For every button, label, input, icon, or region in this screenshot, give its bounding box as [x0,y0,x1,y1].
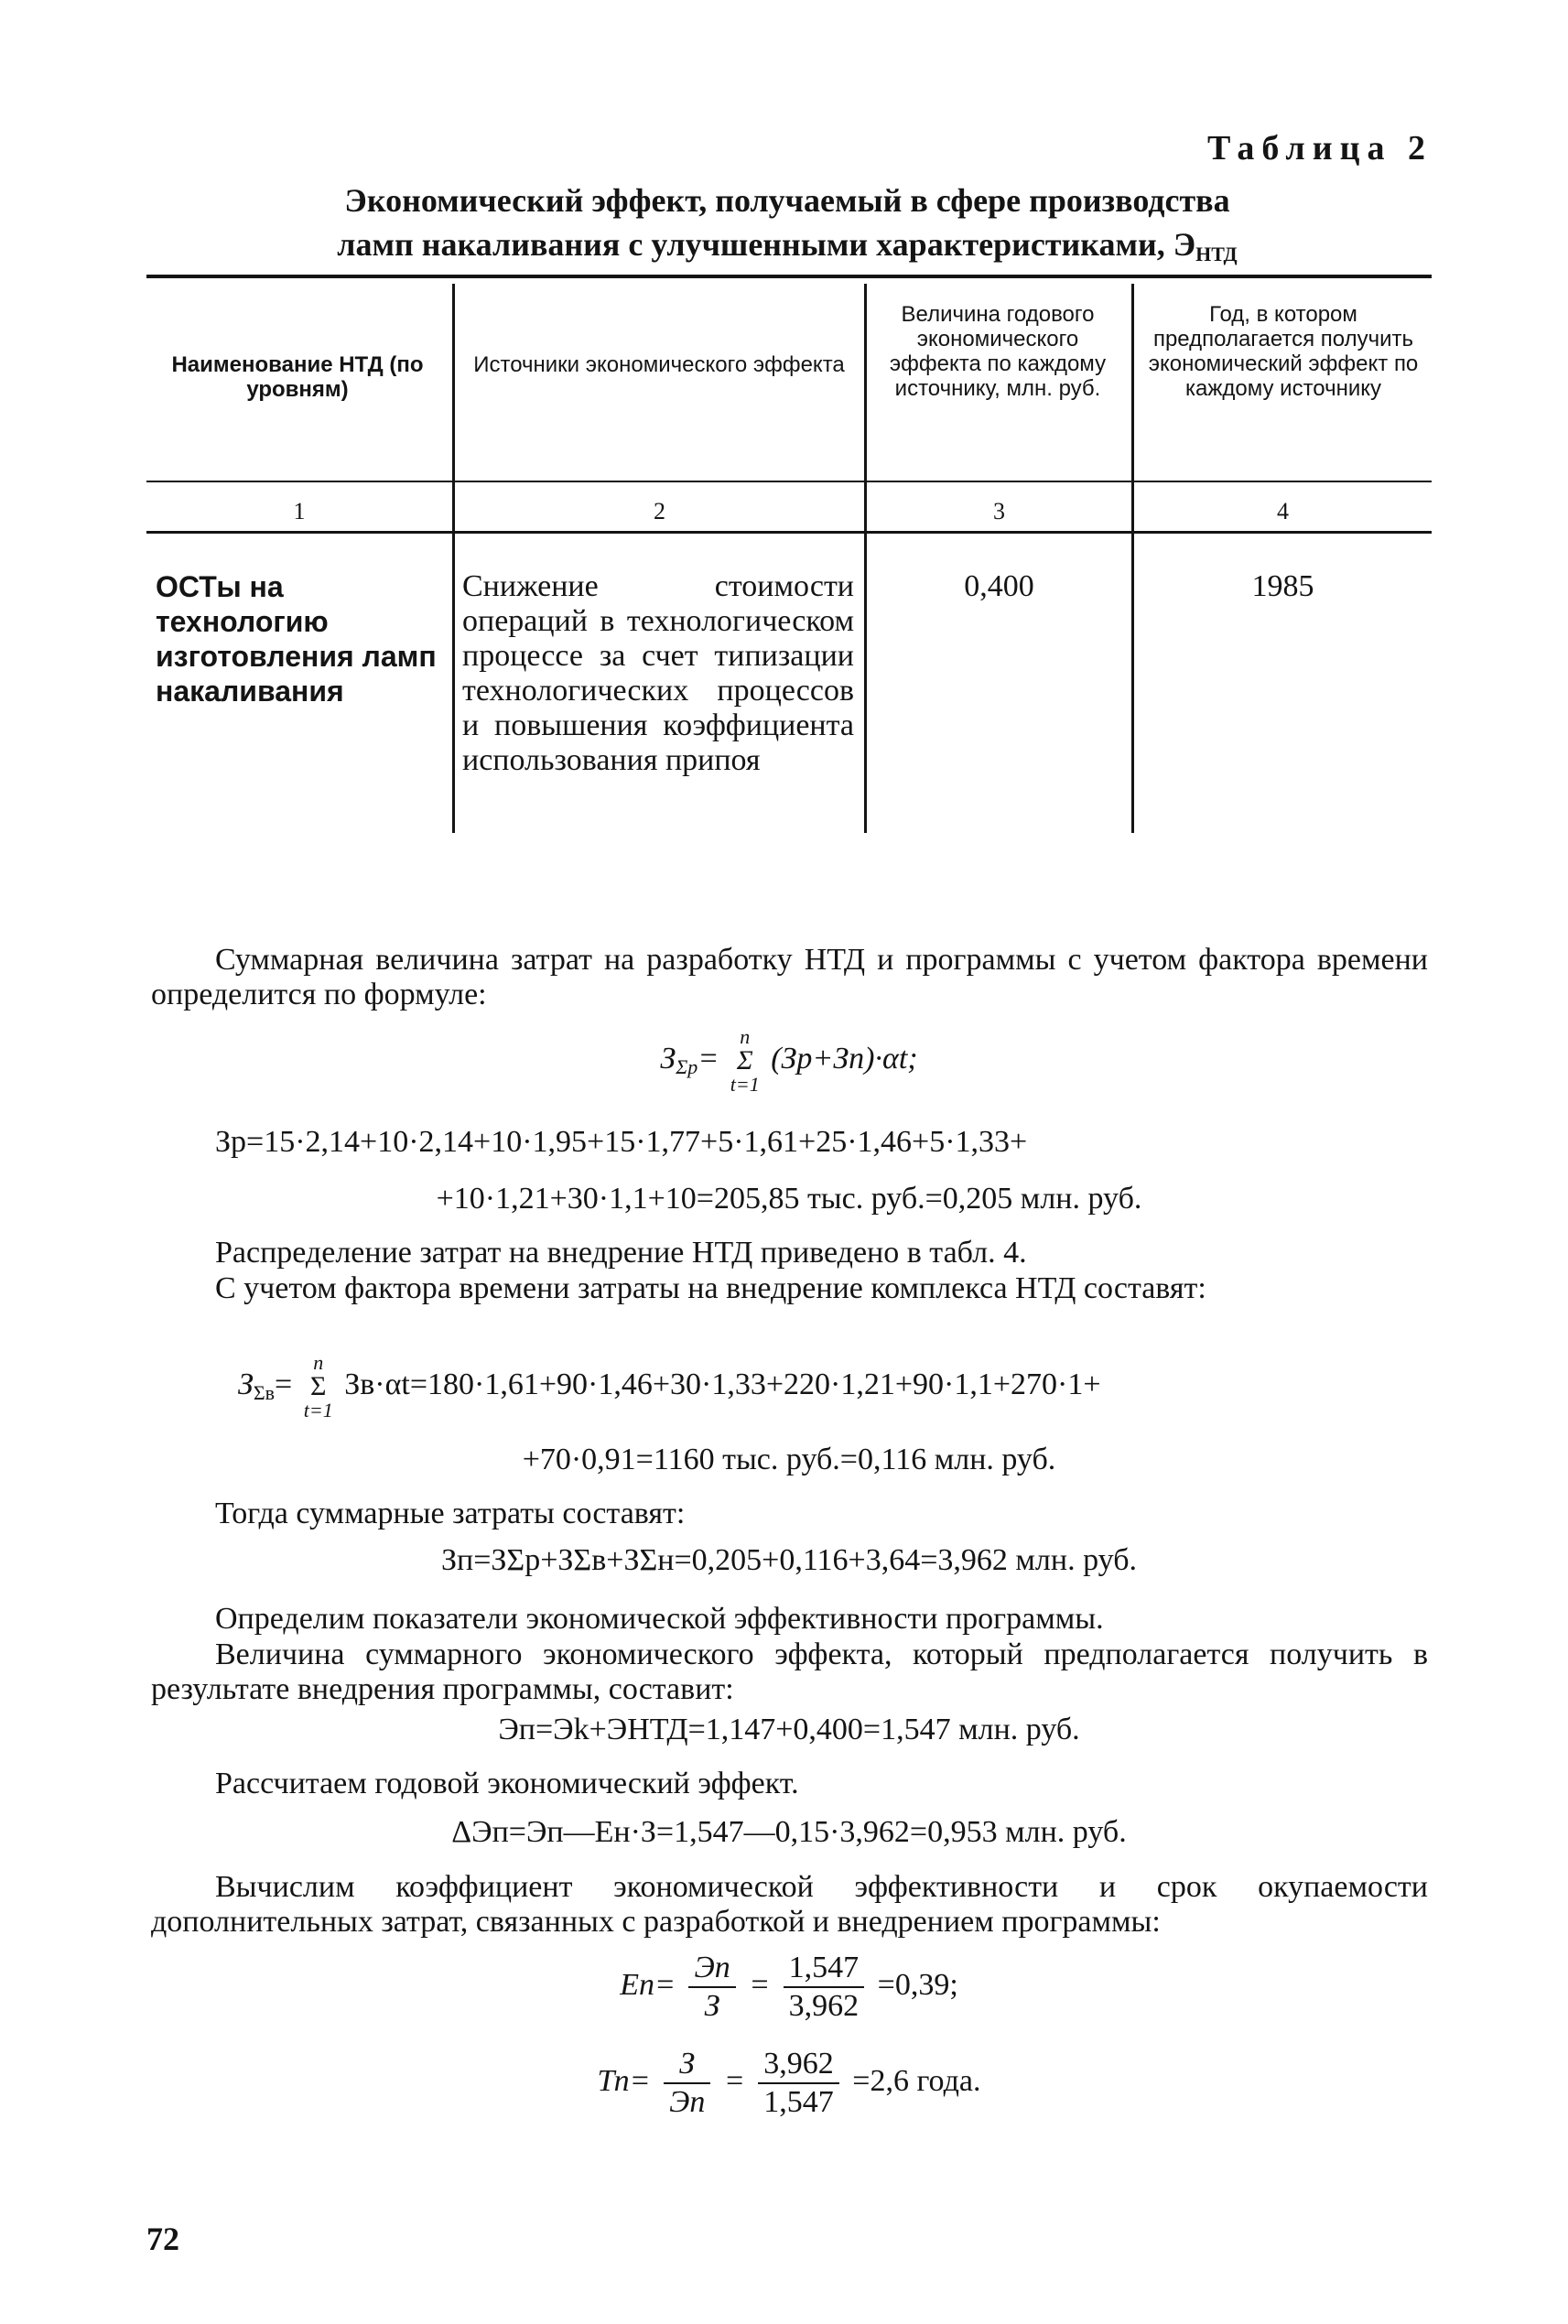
table-header-value: Величина годового экономического эффекта по каждому источнику, млн. руб. [889,302,1107,401]
formula-8-fraction-1 [664,2046,710,2121]
formula-2-line-1: Зр=15·2,14+10·2,14+10·1,95+15·1,77+5·1,61+25·1,46+5·1,33+ [215,1125,1028,1159]
table-caption-text: ламп накаливания с улучшенными характеристиками, Э [337,226,1196,263]
table-label: Таблица 2 [1206,129,1433,168]
formula-3-lhs: З [238,1367,254,1401]
formula-4: Зп=ЗΣр+ЗΣв+ЗΣн=0,205+0,116+3,64=3,962 млн. руб. [441,1543,1137,1577]
formula-8-result: =2,6 года. [852,2063,981,2098]
formula-3-sum-bottom: t=1 [303,1399,333,1421]
table-cell-source: Снижение стоимости операций в технологическом процессе за счет типизации технологических процессов и повышения коэффициента использования припоя [462,569,854,777]
formula-7-num-1: Эп [688,1950,735,1988]
formula-8-num-1: З [664,2046,710,2084]
table-col-number-1: 1 [293,498,306,524]
formula-8-den-1: Эп [669,2085,706,2119]
table-header-rule [146,481,1432,482]
paragraph-8: Вычислим коэффициент экономической эффективности и срок окупаемости дополнительных затрат, связанных с разработкой и внедрением программы: [151,1870,1428,1939]
formula-7-den-2: 3,962 [788,1989,860,2023]
table-cell-name: ОСТы на технологию изготовления ламп накаливания [156,570,437,708]
table-col-number-2: 2 [654,498,665,524]
formula-7-eq: = [749,1967,771,2002]
formula-7-lhs: Еп= [620,1967,676,2002]
table-caption-subscript: НТД [1195,243,1238,265]
table-col-divider-1 [452,284,455,833]
formula-1-sum [730,1025,760,1097]
table-top-rule [146,275,1432,278]
formula-3-lhs-sub: Σв [253,1380,276,1404]
formula-1-sum-bottom: t=1 [730,1073,760,1096]
formula-3-line-1 [238,1351,1428,1422]
formula-7-fraction-1 [688,1950,735,2025]
formula-1-eq: = [697,1041,719,1076]
formula-7-result: =0,39; [877,1967,958,2002]
formula-3-rhs: Зв·αt=180·1,61+90·1,46+30·1,33+220·1,21+90·1,1+270·1+ [344,1367,1101,1401]
formula-7 [146,1950,1432,2025]
formula-7-den-1: З [704,1989,720,2023]
formula-8-fraction-2 [758,2046,839,2121]
paragraph-4: Тогда суммарные затраты составят: [215,1497,686,1530]
paragraph-5: Определим показатели экономической эффективности программы. [215,1602,1104,1636]
formula-3-sum [304,1351,333,1422]
formula-8 [146,2046,1432,2121]
table-number-rule [146,531,1432,534]
sigma-icon: Σ [309,1371,327,1401]
formula-1-sum-top: n [740,1025,751,1048]
formula-6: ΔЭп=Эп—Ен·З=1,547—0,15·3,962=0,953 млн. руб. [451,1815,1127,1849]
sigma-icon: Σ [736,1045,753,1076]
formula-8-lhs: Тп= [597,2063,651,2098]
paragraph-7: Рассчитаем годовой экономический эффект. [215,1767,799,1800]
formula-7-num-2: 1,547 [784,1950,865,1988]
formula-8-num-2: 3,962 [758,2046,839,2084]
table-col-divider-3 [1131,284,1134,833]
paragraph-3: С учетом фактора времени затраты на внедрение комплекса НТД составят: [215,1271,1206,1305]
formula-3-line-2: +70·0,91=1160 тыс. руб.=0,116 млн. руб. [522,1443,1056,1476]
formula-3-sum-top: n [313,1351,324,1374]
paragraph-2: Распределение затрат на внедрение НТД приведено в табл. 4. [215,1236,1027,1270]
table-col-divider-2 [864,284,867,833]
table-header-sources: Источники экономического эффекта [473,352,845,377]
formula-7-fraction-2 [784,1950,865,2025]
table-header-year: Год, в котором предполагается получить экономический эффект по каждому источнику [1148,302,1419,401]
formula-1 [146,1025,1432,1097]
formula-3-eq: = [275,1367,293,1401]
table-cell-year: 1985 [1251,569,1314,603]
table-cell-value: 0,400 [964,569,1034,603]
table-header-name: Наименование НТД (по уровням) [171,352,424,402]
formula-2-line-2: +10·1,21+30·1,1+10=205,85 тыс. руб.=0,205 млн. руб. [436,1182,1142,1216]
formula-1-rhs: (Зр+Зп)·αt; [771,1041,918,1076]
table-caption-line2 [146,223,1428,276]
formula-8-den-2: 1,547 [763,2085,834,2119]
formula-1-lhs-sub: Σр [676,1054,698,1078]
formula-8-eq: = [723,2063,745,2098]
table-col-number-3: 3 [993,498,1005,524]
table-col-number-4: 4 [1277,498,1289,524]
formula-5: Эп=Эk+ЭНТД=1,147+0,400=1,547 млн. руб. [498,1713,1080,1746]
table-caption-line1: Экономический эффект, получаемый в сфере производства [344,182,1230,219]
paragraph-1: Суммарная величина затрат на разработку НТД и программы с учетом фактора времени определится по формуле: [151,943,1428,1011]
paragraph-6: Величина суммарного экономического эффекта, который предполагается получить в результате внедрения программы, составит: [151,1638,1428,1706]
page-number: 72 [146,2221,179,2257]
formula-1-lhs: З [660,1041,676,1076]
